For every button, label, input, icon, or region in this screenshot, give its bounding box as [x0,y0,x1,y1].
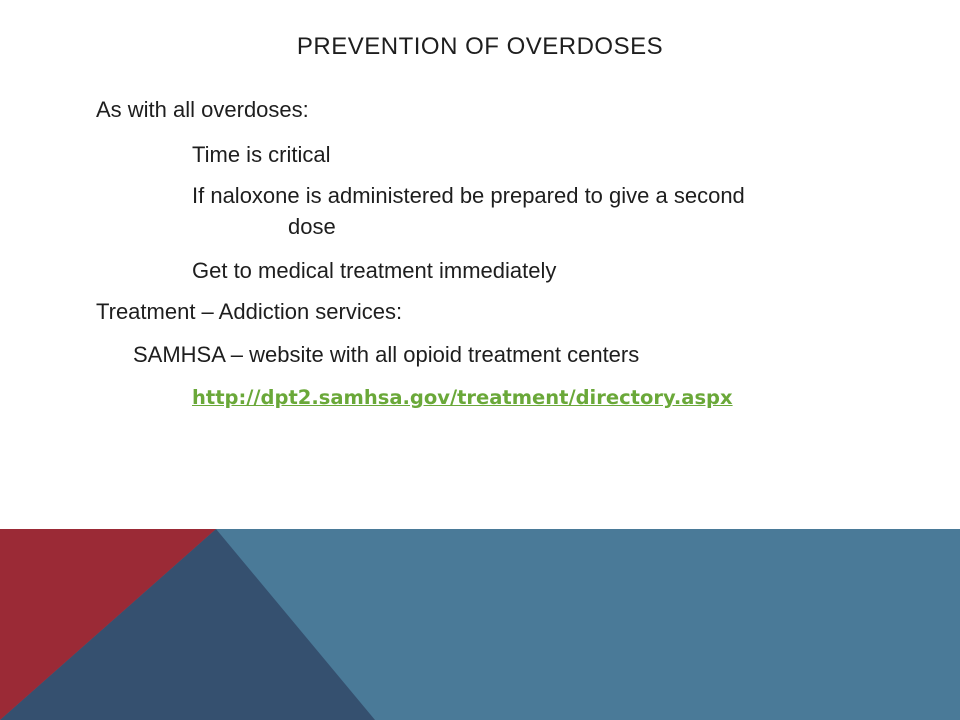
slide-title: PREVENTION OF OVERDOSES [296,33,664,60]
treatment-heading: Treatment – Addiction services: [96,299,403,324]
decorative-footer [0,529,960,720]
footer-shapes [0,529,960,720]
samhsa-directory-link[interactable]: http://dpt2.samhsa.gov/treatment/directory.aspx [192,386,733,409]
samhsa-text: SAMHSA – website with all opioid treatment centers [133,342,640,367]
naloxone-text: If naloxone is administered be prepared to give a second [192,183,745,208]
intro-text: As with all overdoses: [96,97,309,122]
naloxone-text-continued: dose [288,214,336,239]
medical-treatment-text: Get to medical treatment immediately [192,258,557,283]
time-critical-text: Time is critical [192,142,331,167]
